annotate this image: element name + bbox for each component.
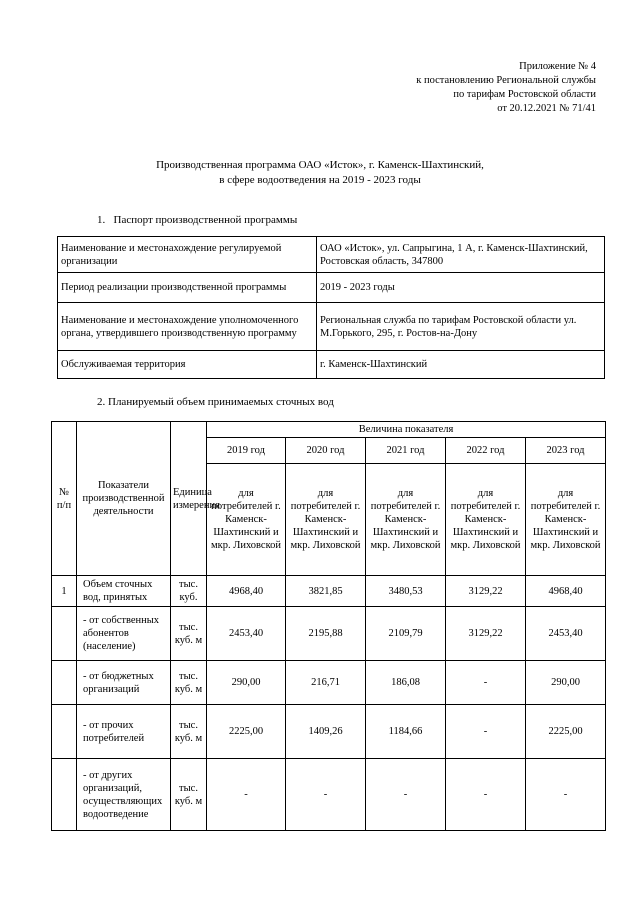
header-subtitle: для потребителей г. Каменск-Шахтинский и мкр. Лиховской: [446, 464, 526, 576]
row-value: 216,71: [286, 661, 366, 705]
row-num: [52, 607, 77, 661]
header-subtitle: для потребителей г. Каменск-Шахтинский и мкр. Лиховской: [366, 464, 446, 576]
row-value: 4968,40: [207, 576, 286, 607]
table-row: [52, 705, 606, 759]
table-row: [58, 303, 605, 351]
row-value: 3821,85: [286, 576, 366, 607]
row-indicator: - от прочих потребителей: [77, 705, 171, 759]
passport-value: Региональная служба по тарифам Ростовской области ул. М.Горького, 295, г. Ростов-на-Дону: [317, 303, 605, 351]
passport-key: Период реализации производственной программы: [58, 273, 317, 303]
row-value: -: [286, 759, 366, 831]
row-value: 2109,79: [366, 607, 446, 661]
row-value: -: [526, 759, 606, 831]
row-value: 2225,00: [207, 705, 286, 759]
volume-table: [51, 421, 606, 831]
row-indicator: Объем сточных вод, принятых: [77, 576, 171, 607]
row-value: 290,00: [207, 661, 286, 705]
table-row: [58, 237, 605, 273]
row-value: -: [366, 759, 446, 831]
title-line: в сфере водоотведения на 2019 - 2023 годы: [219, 174, 421, 186]
row-unit: тыс. куб. м: [171, 705, 207, 759]
header-unit: Единица измерения: [171, 422, 207, 576]
row-num: [52, 705, 77, 759]
row-unit: тыс. куб. м: [171, 759, 207, 831]
table-row: [58, 351, 605, 379]
row-value: 3129,22: [446, 576, 526, 607]
passport-key: Обслуживаемая территория: [58, 351, 317, 379]
row-indicator: - от других организаций, осуществляющих водоотведение: [77, 759, 171, 831]
row-value: 3480,53: [366, 576, 446, 607]
appendix-line: Приложение № 4: [519, 61, 596, 72]
section-heading: [97, 214, 297, 228]
row-indicator: - от собственных абонентов (население): [77, 607, 171, 661]
header-num: № п/п: [52, 422, 77, 576]
table-row: [58, 273, 605, 303]
passport-value: 2019 - 2023 годы: [317, 273, 605, 303]
table-row: [52, 759, 606, 831]
passport-key: Наименование и местонахождение регулируемой организации: [58, 237, 317, 273]
header-year: 2023 год: [526, 438, 606, 464]
header-year: 2022 год: [446, 438, 526, 464]
row-value: 2225,00: [526, 705, 606, 759]
passport-table: [57, 236, 605, 379]
section-heading: [97, 396, 334, 410]
row-value: 3129,22: [446, 607, 526, 661]
header-indicator: Показатели производственной деятельности: [77, 422, 171, 576]
row-value: -: [446, 759, 526, 831]
row-value: 2195,88: [286, 607, 366, 661]
row-value: 4968,40: [526, 576, 606, 607]
table-row: [52, 576, 606, 607]
document-title: [0, 158, 640, 188]
title-line: Производственная программа ОАО «Исток», г. Каменск-Шахтинский,: [156, 159, 484, 171]
row-value: 1409,26: [286, 705, 366, 759]
row-value: 1184,66: [366, 705, 446, 759]
header-year: 2020 год: [286, 438, 366, 464]
table-row: [52, 607, 606, 661]
row-unit: тыс. куб. м: [171, 661, 207, 705]
header-year: 2021 год: [366, 438, 446, 464]
row-value: -: [446, 661, 526, 705]
row-num: [52, 759, 77, 831]
row-unit: тыс. куб. м: [171, 607, 207, 661]
appendix-line: к постановлению Региональной службы: [416, 75, 596, 86]
row-value: 186,08: [366, 661, 446, 705]
table-row: [52, 661, 606, 705]
row-value: 2453,40: [207, 607, 286, 661]
appendix-line: от 20.12.2021 № 71/41: [497, 103, 596, 114]
header-subtitle: для потребителей г. Каменск-Шахтинский и мкр. Лиховской: [526, 464, 606, 576]
appendix-block: [416, 60, 596, 116]
row-unit: тыс. куб.: [171, 576, 207, 607]
row-num: [52, 661, 77, 705]
passport-value: г. Каменск-Шахтинский: [317, 351, 605, 379]
row-value: -: [207, 759, 286, 831]
appendix-line: по тарифам Ростовской области: [453, 89, 596, 100]
header-subtitle: для потребителей г. Каменск-Шахтинский и мкр. Лиховской: [207, 464, 286, 576]
row-num: 1: [52, 576, 77, 607]
header-subtitle: для потребителей г. Каменск-Шахтинский и мкр. Лиховской: [286, 464, 366, 576]
row-value: 2453,40: [526, 607, 606, 661]
row-value: -: [446, 705, 526, 759]
header-year: 2019 год: [207, 438, 286, 464]
row-indicator: - от бюджетных организаций: [77, 661, 171, 705]
passport-value: ОАО «Исток», ул. Сапрыгина, 1 А, г. Каменск-Шахтинский, Ростовская область, 347800: [317, 237, 605, 273]
header-group: Величина показателя: [207, 422, 606, 438]
passport-key: Наименование и местонахождение уполномоченного органа, утвердившего производственную программу: [58, 303, 317, 351]
section-title: Паспорт производственной программы: [113, 214, 298, 226]
row-value: 290,00: [526, 661, 606, 705]
section-number: 1.: [97, 214, 106, 226]
table-row: [52, 422, 606, 438]
section-title: 2. Планируемый объем принимаемых сточных вод: [97, 396, 334, 408]
